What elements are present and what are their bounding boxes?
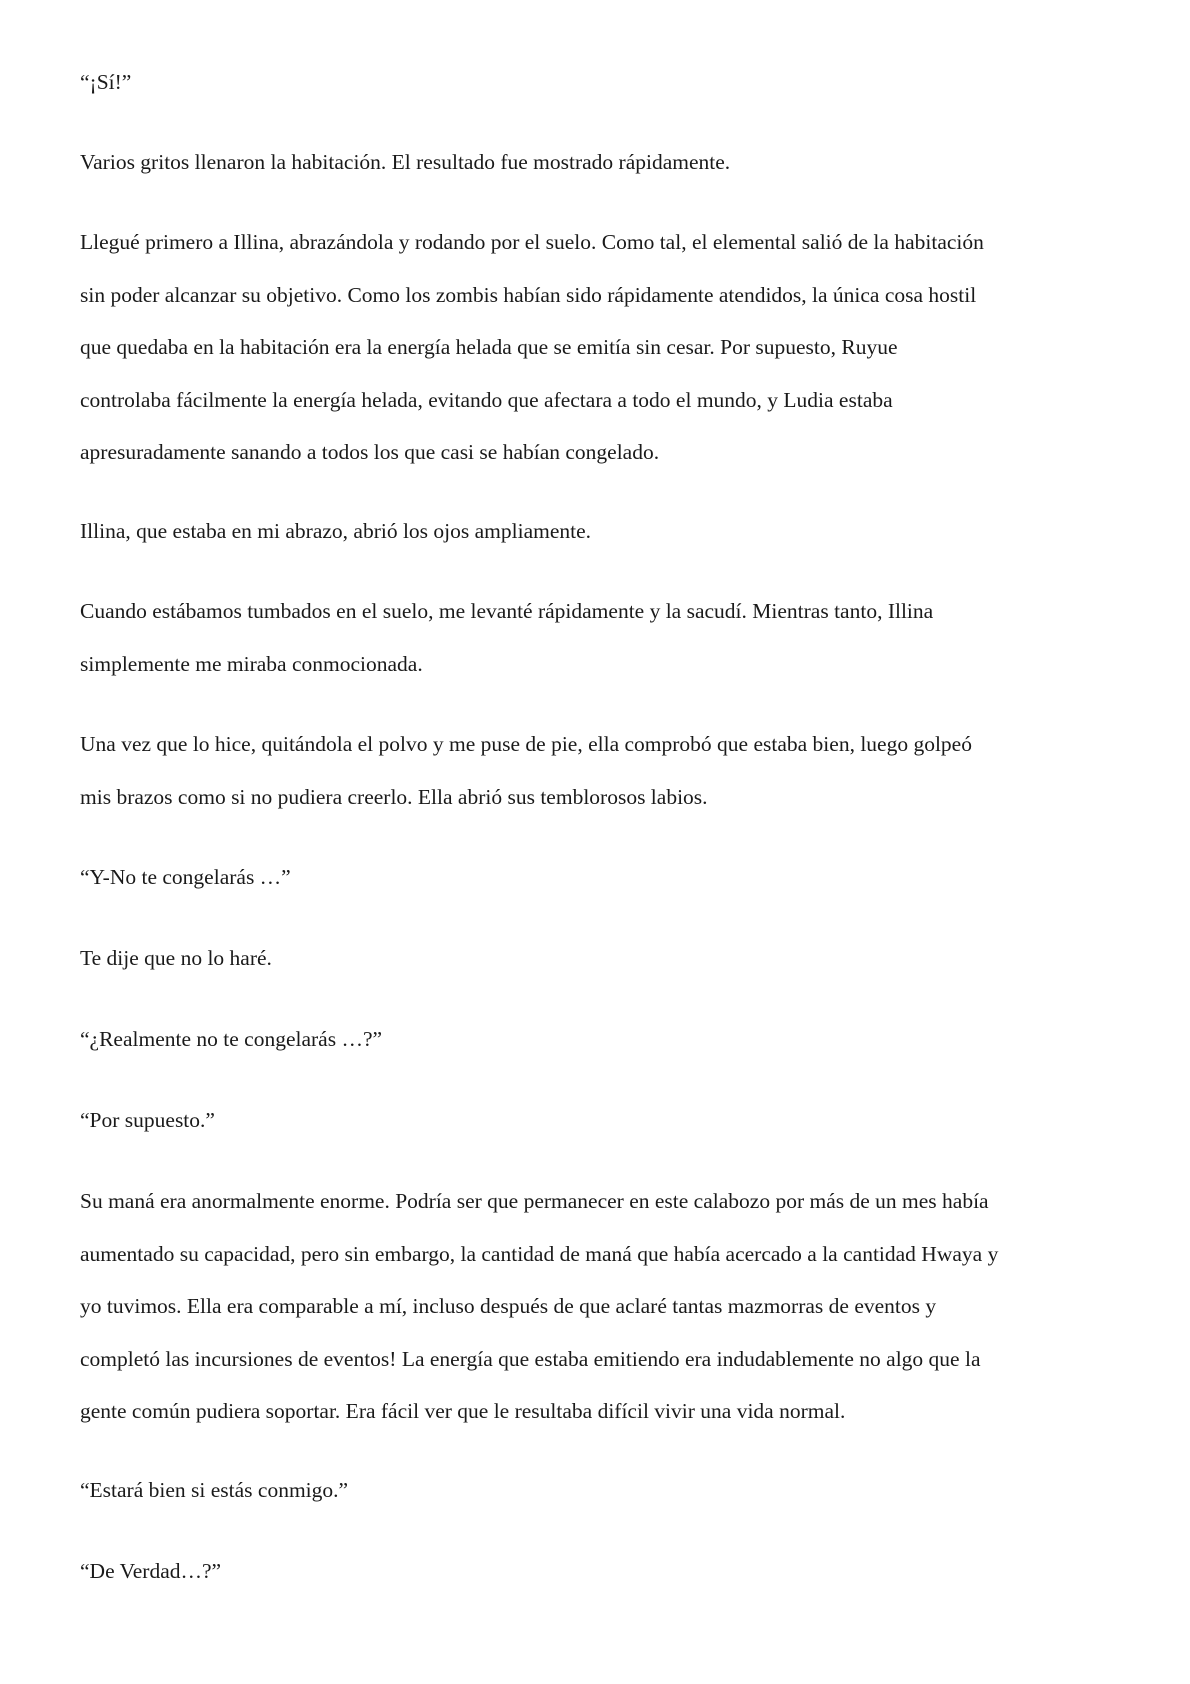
text-line: Illina, que estaba en mi abrazo, abrió los ojos ampliamente. bbox=[80, 519, 592, 543]
text-line: “Por supuesto.” bbox=[80, 1108, 215, 1132]
text-line: apresuradamente sanando a todos los que casi se habían congelado. bbox=[80, 440, 660, 464]
text-line: “Estará bien si estás conmigo.” bbox=[80, 1478, 349, 1502]
text-line: que quedaba en la habitación era la energía helada que se emitía sin cesar. Por supuesto, Ruyue bbox=[80, 335, 898, 359]
text-line: mis brazos como si no pudiera creerlo. Ella abrió sus temblorosos labios. bbox=[80, 784, 708, 809]
paragraph-7 bbox=[80, 851, 1125, 904]
text-line: completó las incursiones de eventos! La energía que estaba emitiendo era indudablemente no algo que la bbox=[80, 1346, 981, 1371]
text-line: “¿Realmente no te congelarás …?” bbox=[80, 1027, 383, 1051]
text-line: yo tuvimos. Ella era comparable a mí, incluso después de que aclaré tantas mazmorras de eventos y bbox=[80, 1294, 937, 1318]
paragraph-11 bbox=[80, 1175, 1125, 1438]
paragraph-5 bbox=[80, 585, 1125, 690]
paragraph-12 bbox=[80, 1464, 1125, 1517]
text-line: gente común pudiera soportar. Era fácil ver que le resultaba difícil vivir una vida normal. bbox=[80, 1399, 846, 1423]
text-line: sin poder alcanzar su objetivo. Como los zombis habían sido rápidamente atendidos, la única cosa hostil bbox=[80, 282, 977, 307]
paragraph-9 bbox=[80, 1013, 1125, 1066]
paragraph-1 bbox=[80, 56, 1125, 109]
text-line: Varios gritos llenaron la habitación. El resultado fue mostrado rápidamente. bbox=[80, 150, 731, 174]
text-line: “Y-No te congelarás …” bbox=[80, 865, 291, 889]
paragraph-6 bbox=[80, 718, 1125, 823]
paragraph-13 bbox=[80, 1545, 1125, 1598]
text-line: Llegué primero a Illina, abrazándola y rodando por el suelo. Como tal, el elemental salió de la habitación bbox=[80, 230, 984, 254]
text-line: “De Verdad…?” bbox=[80, 1559, 222, 1583]
text-line: aumentado su capacidad, pero sin embargo, la cantidad de maná que había acercado a la cantidad Hwaya y bbox=[80, 1241, 999, 1266]
paragraph-2 bbox=[80, 136, 1125, 189]
text-line: Te dije que no lo haré. bbox=[80, 946, 272, 970]
text-line: Su maná era anormalmente enorme. Podría ser que permanecer en este calabozo por más de un mes había bbox=[80, 1189, 989, 1213]
paragraph-10 bbox=[80, 1094, 1125, 1147]
text-line: controlaba fácilmente la energía helada, evitando que afectara a todo el mundo, y Ludia estaba bbox=[80, 387, 893, 412]
text-line: Cuando estábamos tumbados en el suelo, me levanté rápidamente y la sacudí. Mientras tanto, Illina bbox=[80, 599, 934, 623]
text-line: “¡Sí!” bbox=[80, 70, 132, 94]
text-line: simplemente me miraba conmocionada. bbox=[80, 651, 423, 676]
text-line: Una vez que lo hice, quitándola el polvo y me puse de pie, ella comprobó que estaba bien, luego golpeó bbox=[80, 732, 972, 756]
paragraph-4 bbox=[80, 505, 1125, 558]
paragraph-3 bbox=[80, 216, 1125, 479]
paragraph-8 bbox=[80, 932, 1125, 985]
